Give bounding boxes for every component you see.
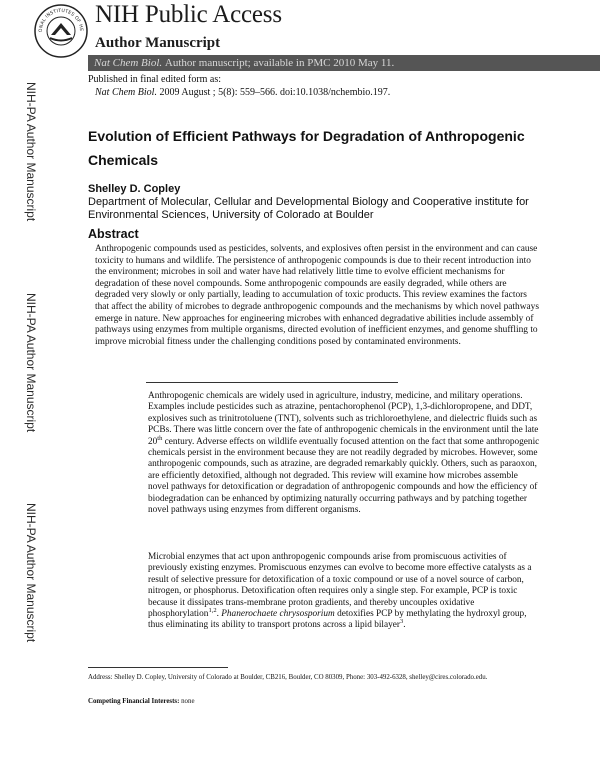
citation-line [95, 87, 390, 99]
header-bar-text [94, 56, 394, 70]
bar-availability: Author manuscript; available in PMC 2010 May 11. [164, 57, 395, 69]
side-label-2: NIH-PA Author Manuscript [24, 293, 38, 433]
footnote-divider [88, 667, 228, 668]
citation-journal: Nat Chem Biol. [95, 87, 157, 98]
section-divider [146, 382, 398, 383]
published-line: Published in final edited form as: [88, 74, 222, 85]
abstract-heading: Abstract [88, 227, 139, 241]
logo-text: ONAL INSTITUTES OF HE [38, 8, 84, 33]
body-paragraph-1: Anthropogenic chemicals are widely used in agriculture, industry, medicine, and military operations. Examples include pesticides such as atrazine, pentachorophenol (PCP), 1,3-dichloropropene, and DDT, explosives such as trinitrotoluene (TNT), solvents such as trichloroethylene, and dielectric fluids such as PCBs. There was little concern over the fate of anthropogenic chemicals in the environment until the late 20th century. Adverse effects on wildlife eventually focused attention on the fact that some anthropogenic chemicals persist in the environment because they are not readily degraded by microbes. However, some anthropogenic compounds, such as atrazine, are degraded remarkably quickly. Others, such as paraoxon, are efficiently detoxified, although not degraded. This review will examine how microbes assemble novel pathways for detoxification or degradation of anthropogenic compounds and how the efficiency of biodegradation can be enhanced by optimizing naturally occurring pathways and by patching together novel pathways using enzymes from different organisms. [148, 391, 540, 516]
nih-logo [34, 4, 88, 58]
competing-label: Competing Financial Interests: [88, 698, 180, 705]
bar-journal: Nat Chem Biol. [94, 57, 163, 69]
header-subtitle: Author Manuscript [95, 35, 221, 51]
body-paragraph-2: Microbial enzymes that act upon anthropogenic compounds arise from promiscuous activities of previously existing enzymes. Promiscuous enzymes can evolve to become more effective catalysts as a result of selective pressure for detoxification of a toxic compound or use of a novel source of carbon, nitrogen, or phosphorus. Detoxification often requires only a single step. For example, PCP is toxic because it dissipates trans-membrane proton gradients, and thereby uncouples oxidative phosphorylation$^{1,2}$. Phanerochaete chrysosporium detoxifies PCP by methylating the hydroxyl group, thus eliminating its ability to transport protons across a lipid bilayer$^3$. [148, 552, 532, 631]
competing-value: none [181, 698, 195, 705]
citation-details: 2009 August ; 5(8): 559–566. doi:10.1038/nchembio.197. [159, 87, 391, 98]
author-affiliation: Department of Molecular, Cellular and Developmental Biology and Cooperative institute for Environmental Sciences, University of Colorado at Boulder [88, 196, 529, 221]
abstract-text: Anthropogenic compounds used as pesticides, solvents, and explosives often persist in the environment and can cause toxicity to humans and wildlife. The persistence of anthropogenic compounds is due to their recent introduction into the environment; microbes in soil and water have had relatively little time to evolve efficient mechanisms for degradation of these novel compounds. Some anthropogenic compounds are easily degraded, while others are degraded very slowly or only partially, leading to accumulation of toxic products. This review examines the factors that affect the ability of microbes to degrade anthropogenic compounds and the mechanisms by which novel pathways emerge in nature. New approaches for engineering microbes with enhanced degradative abilities include assembly of pathways using enzymes from multiple organisms, directed evolution of inefficient enzymes, and genome shuffling to improve microbial fitness under the challenging conditions posed by contaminated environments. [95, 244, 539, 347]
article-title: Evolution of Efficient Pathways for Degradation of Anthropogenic Chemicals [88, 128, 525, 168]
side-label-3: NIH-PA Author Manuscript [24, 503, 38, 643]
side-label-1: NIH-PA Author Manuscript [24, 82, 38, 222]
author-name: Shelley D. Copley [88, 183, 181, 195]
address-footnote: Address: Shelley D. Copley, University of Colorado at Boulder, CB216, Boulder, CO 80309, Phone: 303-492-6328, shelley@cires.colorado.edu. [88, 674, 488, 681]
header-title: NIH Public Access [95, 1, 282, 28]
competing-interests [88, 697, 195, 706]
